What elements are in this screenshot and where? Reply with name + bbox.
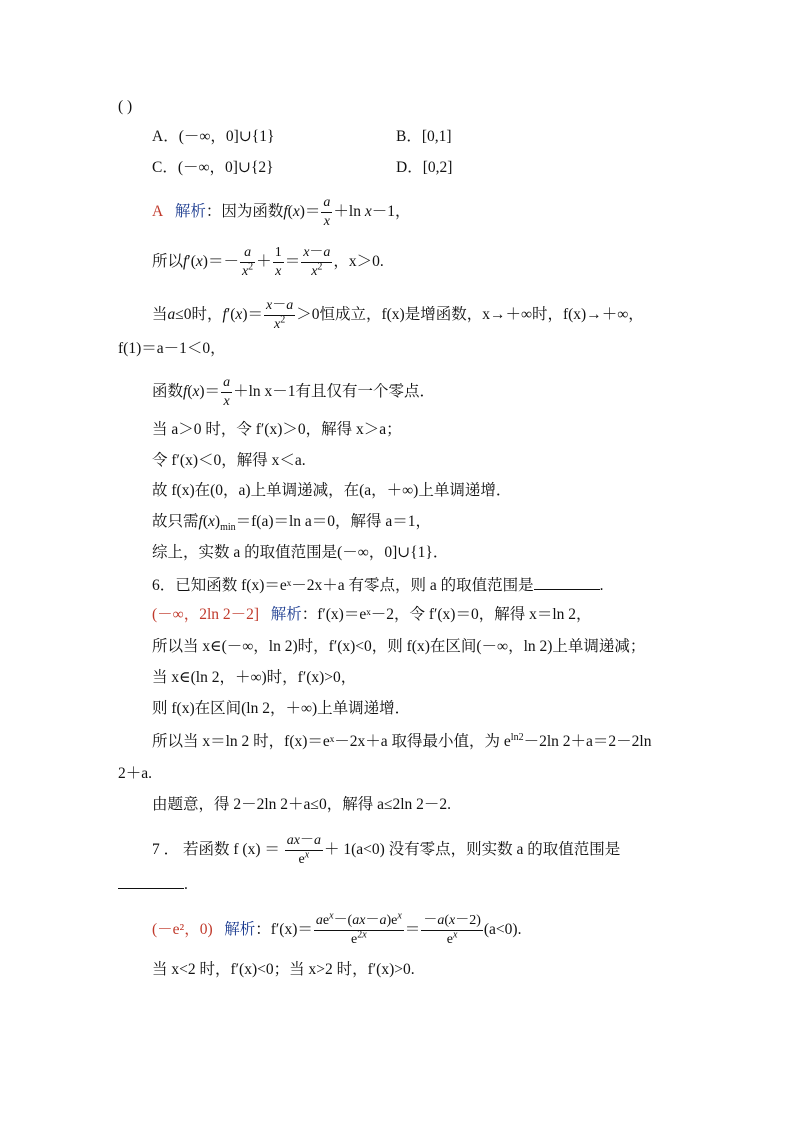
question-6: 6．已知函数 f(x)＝eˣ－2x＋a 有零点，则 a 的取值范围是 .	[152, 577, 604, 594]
solution-line: 当 a＞0 时，令 f′(x)＞0，解得 x＞a；	[152, 421, 402, 438]
option-d: D．[0,2]	[396, 159, 453, 176]
fraction: $\frac{x-a}{x^2}$	[303, 245, 331, 279]
answer-label: A	[152, 203, 164, 221]
analysis-label: 解析	[224, 921, 256, 939]
solution-line: 当a≤0时，f′(x)＝ $\frac{x-a}{x^2}$ ＞0恒成立，f(x)是增函数，x→＋∞时，f(x)→＋∞，	[152, 298, 644, 332]
question-7: 7 ． 若函数 f (x) ＝ $\frac{ax-a}{e^x}$ ＋ 1(a<0) 没有零点，则实数 a 的取值范围是	[152, 833, 621, 867]
option-c: C．(－∞，0]∪{2}	[152, 159, 274, 176]
fraction: $\frac{ae^x-(ax-a)e^x}{e^{2x}}$	[315, 910, 402, 947]
analysis-label: 解析	[174, 203, 206, 221]
answer-blank	[118, 874, 184, 889]
fraction: $\frac{a}{x}$	[323, 195, 331, 229]
solution-line: 所以f′(x)＝－ $\frac{a}{x^2}$ ＋ $\frac{1}{x}$ ＝ $\frac{x-a}{x^2}$ ，x＞0.	[152, 245, 384, 279]
fraction: $\frac{1}{x}$	[274, 245, 282, 279]
fraction: $\frac{ax-a}{e^x}$	[286, 833, 321, 867]
solution-line: 则 f(x)在区间(ln 2，＋∞)上单调递增．	[152, 700, 411, 717]
solution-line: (－e²，0) 解析：f′(x)＝ $\frac{ae^x-(ax-a)e^x}{e^{2x}}$ ＝ $\frac{-a(x-2)}{e^x}$ (a<0).	[152, 910, 522, 947]
solution-line: 所以当 x∈(－∞，ln 2)时，f′(x)<0，则 f(x)在区间(－∞，ln 2)上单调递减；	[152, 638, 646, 655]
solution-line: A 解析：因为函数f(x)＝ $\frac{a}{x}$ ＋ln x－1，	[152, 195, 411, 229]
fraction: $\frac{a}{x^2}$	[241, 245, 254, 279]
option-b: B．[0,1]	[396, 128, 452, 145]
solution-line: 2＋a.	[118, 765, 153, 782]
solution-line: 故只需$f(x)_{min}=f(a)=\ln$ a＝0，解得 a＝1，	[152, 513, 432, 534]
answer-blank	[534, 575, 600, 590]
solution-line: 综上，实数 a 的取值范围是(－∞，0]∪{1}．	[152, 544, 449, 561]
solution-line: 令 f′(x)＜0，解得 x＜a.	[152, 452, 306, 469]
solution-line: 故 f(x)在(0，a)上单调递减，在(a，＋∞)上单调递增．	[152, 482, 512, 499]
solution-line: 函数f(x)＝ $\frac{a}{x}$ ＋ln x－1有且仅有一个零点．	[152, 375, 435, 409]
solution-line: (－∞，2ln 2－2] 解析：f′(x)＝eˣ－2，令 f′(x)＝0，解得 x＝ln 2，	[152, 606, 592, 623]
option-a: A．(－∞，0]∪{1}	[152, 128, 275, 145]
fraction: $\frac{-a(x-2)}{e^x}$	[423, 913, 481, 947]
answer-label: (－∞，2ln 2－2]	[152, 606, 260, 623]
answer-paren: ( )	[118, 98, 133, 115]
solution-line: 当 x∈(ln 2，＋∞)时，f′(x)>0，	[152, 669, 357, 686]
question-7-blank-line: .	[118, 874, 188, 895]
analysis-label: 解析	[270, 606, 302, 623]
solution-line: f(1)＝a－1＜0，	[118, 340, 226, 357]
fraction: $\frac{x-a}{x^2}$	[265, 298, 294, 332]
solution-line: 当 x<2 时，f′(x)<0；当 x>2 时，f′(x)>0.	[152, 961, 415, 978]
fraction: $\frac{a}{x}$	[223, 375, 231, 409]
solution-line: 由题意，得 2－2ln 2＋a≤0，解得 a≤2ln 2－2.	[152, 796, 452, 813]
answer-label: (－e²，0)	[152, 921, 213, 939]
solution-line: 所以当 x＝ln 2 时，f(x)＝eˣ－2x＋a 取得最小值，为 $e^{ln2}-2\ln$ 2＋a＝2－2ln	[152, 731, 652, 750]
